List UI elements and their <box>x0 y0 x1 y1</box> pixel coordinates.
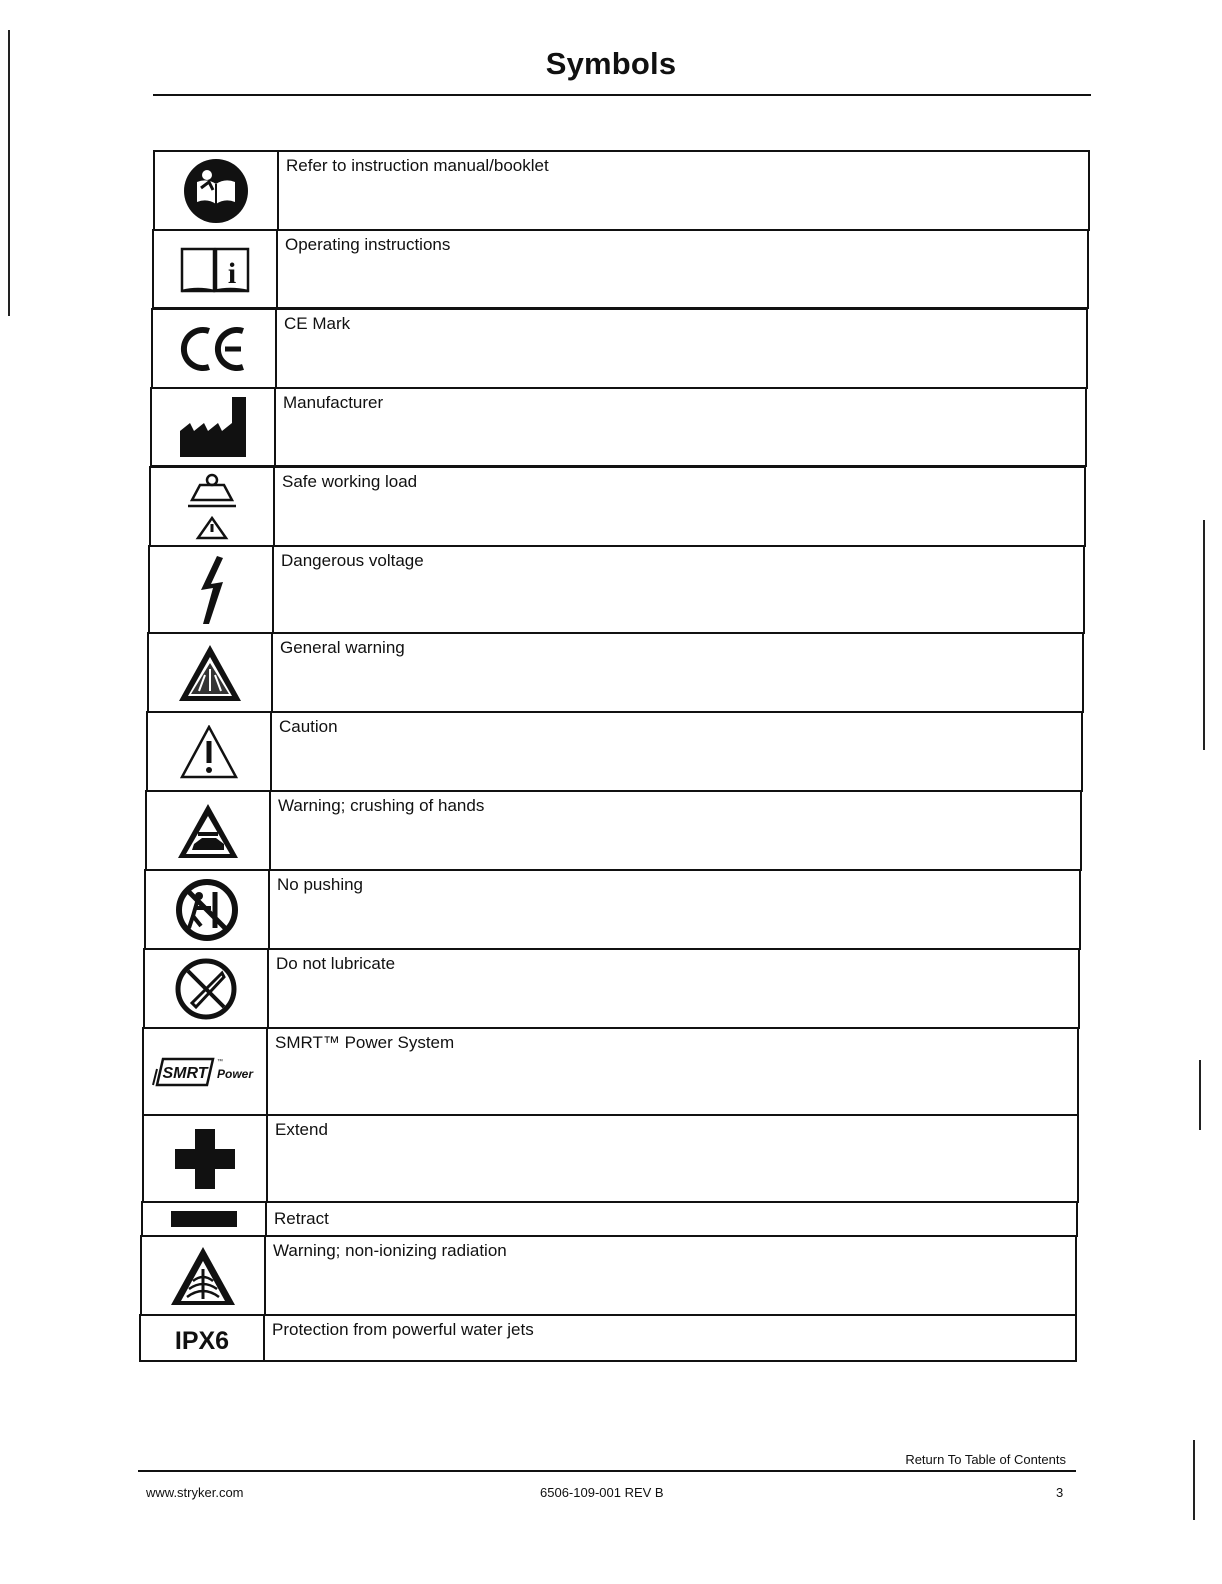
symbol-row <box>146 711 1083 792</box>
symbol-label: Refer to instruction manual/booklet <box>286 156 549 175</box>
symbol-row <box>145 790 1082 871</box>
scan-artifact <box>8 30 10 316</box>
symbol-row <box>139 1314 1077 1362</box>
symbol-icon-cell <box>153 310 277 387</box>
non-ionizing-radiation-icon <box>169 1245 237 1307</box>
symbol-row <box>143 948 1080 1029</box>
symbol-label: Dangerous voltage <box>281 551 424 570</box>
footer-website: www.stryker.com <box>146 1485 244 1500</box>
ipx6-icon: IPX6 <box>174 1326 230 1355</box>
symbol-row <box>151 308 1088 389</box>
footer-doc-number: 6506-109-001 REV B <box>540 1485 664 1500</box>
symbol-label: Operating instructions <box>285 235 451 254</box>
symbol-row <box>140 1235 1077 1316</box>
symbol-icon-cell <box>142 1237 266 1314</box>
symbol-row <box>148 545 1085 634</box>
ce-mark-icon <box>179 325 249 373</box>
symbol-row <box>152 229 1089 309</box>
extend-plus-icon <box>173 1127 237 1191</box>
symbol-icon-cell <box>155 152 279 229</box>
symbol-icon-cell <box>152 389 276 465</box>
symbol-label: Warning; non-ionizing radiation <box>273 1241 507 1260</box>
scan-artifact <box>1203 520 1205 750</box>
symbol-row <box>141 1201 1078 1237</box>
no-pushing-icon <box>175 878 239 942</box>
footer-page-number: 3 <box>1056 1485 1064 1500</box>
symbol-label: CE Mark <box>284 314 351 333</box>
symbol-icon-cell <box>146 871 270 948</box>
symbol-label: General warning <box>280 638 405 657</box>
general-warning-icon <box>177 643 243 703</box>
symbol-icon-cell <box>149 634 273 711</box>
symbol-icon-cell <box>151 468 275 545</box>
symbol-label: Retract <box>274 1209 329 1228</box>
svg-text:i: i <box>227 257 237 290</box>
symbol-icon-cell <box>144 1116 268 1201</box>
svg-text:™: ™ <box>217 1058 223 1065</box>
symbol-label: Protection from powerful water jets <box>272 1320 534 1339</box>
symbol-label: Manufacturer <box>283 393 384 412</box>
symbol-row <box>147 632 1084 713</box>
safe-working-load-icon <box>184 472 240 542</box>
footer-divider <box>138 1470 1076 1472</box>
symbol-label: SMRT™ Power System <box>275 1033 455 1052</box>
symbol-icon-cell <box>148 713 272 790</box>
symbol-label: Caution <box>279 717 338 736</box>
manufacturer-icon <box>178 395 248 459</box>
refer-to-manual-icon <box>183 158 249 224</box>
scan-artifact <box>1199 1060 1201 1130</box>
crushing-of-hands-icon <box>176 802 240 860</box>
power-logo-text: Power <box>216 1066 254 1081</box>
retract-minus-icon <box>169 1210 239 1228</box>
scan-artifact <box>1193 1440 1195 1520</box>
symbol-icon-cell <box>147 792 271 869</box>
symbol-icon-cell <box>144 1029 268 1114</box>
symbol-label: Extend <box>275 1120 328 1139</box>
symbol-icon-cell <box>154 231 278 307</box>
symbol-label: Warning; crushing of hands <box>278 796 485 815</box>
symbol-label: No pushing <box>277 875 364 894</box>
symbol-row <box>142 1027 1079 1116</box>
symbol-label: Safe working load <box>282 472 418 491</box>
caution-icon <box>180 725 238 779</box>
page-title: Symbols <box>545 46 677 81</box>
symbol-row <box>149 466 1086 547</box>
smrt-power-icon <box>151 1055 259 1089</box>
symbol-row <box>144 869 1081 950</box>
symbol-icon-cell <box>141 1316 265 1360</box>
return-to-contents-link[interactable]: Return To Table of Contents <box>905 1452 1066 1467</box>
operating-instructions-icon <box>180 243 250 295</box>
symbol-label: Do not lubricate <box>276 954 396 973</box>
symbol-icon-cell <box>143 1203 267 1235</box>
smrt-logo-text: SMRT <box>162 1064 208 1082</box>
symbol-row <box>153 150 1090 231</box>
symbol-icon-cell <box>145 950 269 1027</box>
symbol-row <box>150 387 1087 467</box>
symbol-row <box>142 1114 1079 1203</box>
symbol-icon-cell <box>150 547 274 632</box>
do-not-lubricate-icon <box>174 957 238 1021</box>
dangerous-voltage-icon <box>193 554 229 626</box>
